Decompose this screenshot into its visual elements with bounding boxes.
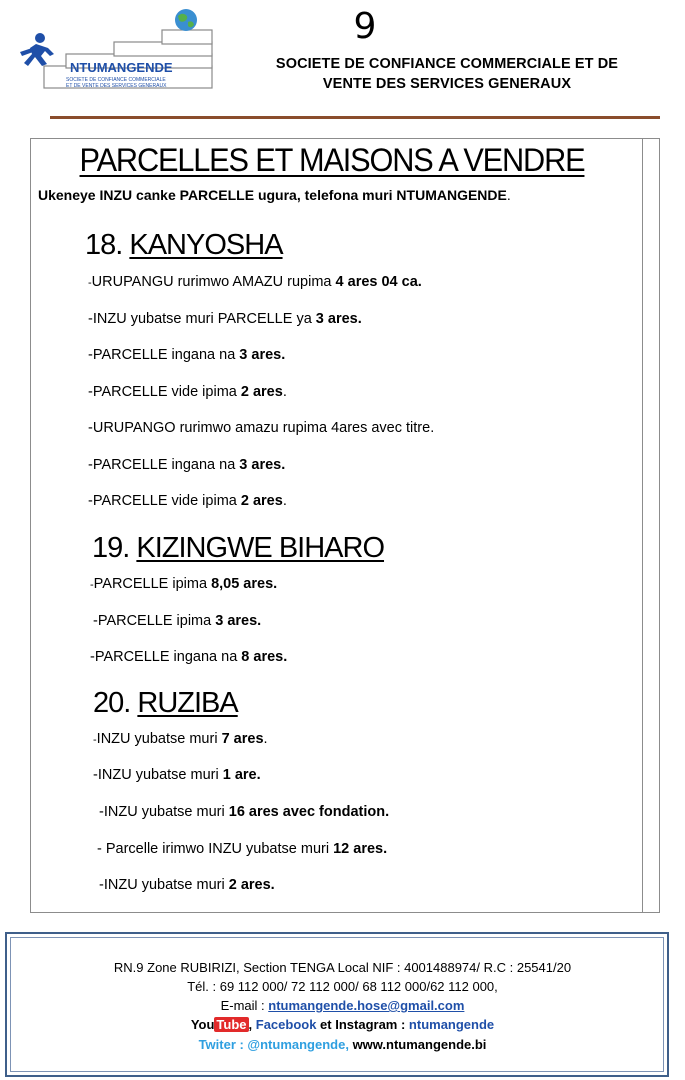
list-item: -PARCELLE vide ipima 2 ares. [88,384,287,400]
list-item: -URUPANGO rurimwo amazu rupima 4ares avec titre. [88,420,435,436]
list-item: -INZU yubatse muri PARCELLE ya 3 ares. [88,311,362,327]
company-name-line-2: VENTE DES SERVICES GENERAUX [322,76,572,92]
intro-prefix: Ukeneye [38,187,100,203]
youtube-you[interactable]: You [190,1017,215,1032]
page-number: 9 [353,6,377,47]
logo-tagline-2: ET DE VENTE DES SERVICES GENERAUX [66,83,167,89]
email-label: E-mail : [220,998,269,1013]
section-heading-kizingwe-biharo [92,532,384,565]
facebook-link[interactable]: Facebook [255,1017,317,1032]
section-number: 18. [85,229,130,261]
section-name: KIZINGWE BIHARO [136,532,385,564]
section-name: KANYOSHA [129,229,283,261]
section-name: RUZIBA [137,687,238,719]
list-item: -URUPANGU rurimwo AMAZU rupima 4 ares 04 ca. [88,274,422,290]
section-heading-kanyosha [85,229,283,262]
list-item: -PARCELLE ingana na 3 ares. [88,457,286,473]
frame-side-rule [642,139,643,912]
email-link[interactable]: ntumangende.hose@gmail.com [268,998,465,1013]
footer-phones: Tél. : 69 112 000/ 72 112 000/ 68 112 000/62 112 000, [187,979,498,994]
company-name [232,54,662,94]
list-item: -INZU yubatse muri 1 are. [93,767,261,783]
company-logo [14,8,214,92]
list-item: -PARCELLE ingana na 8 ares. [90,649,288,665]
intro-bold-parcelle: PARCELLE [179,187,255,203]
intro-bold-inzu: INZU [99,187,133,203]
section-heading-ruziba [93,687,238,720]
twitter-handle[interactable]: Twiter : @ntumangende, [198,1037,353,1052]
website-link[interactable]: www.ntumangende.bi [352,1037,487,1052]
logo-brand-text: NTUMANGENDE [70,60,173,75]
globe-icon [175,9,197,31]
intro-bold-company: NTUMANGENDE [396,187,507,203]
company-name-line-1: SOCIETE DE CONFIANCE COMMERCIALE ET DE [275,56,619,72]
list-item: -PARCELLE ipima 8,05 ares. [90,576,278,592]
list-item: - Parcelle irimwo INZU yubatse muri 12 ares. [97,841,388,857]
footer-web-line [0,1037,685,1052]
intro-text [38,187,638,203]
document-title: PARCELLES ET MAISONS A VENDRE [79,142,585,178]
footer-address: RN.9 Zone RUBIRIZI, Section TENGA Local NIF : 4001488974/ R.C : 25541/20 [113,960,572,975]
intro-suffix: . [506,187,511,203]
intro-mid-1: canke [132,187,180,203]
list-item: -INZU yubatse muri 16 ares avec fondation. [99,804,390,820]
footer-social-line: You Tube , Facebook et Instagram : ntumangende [190,1017,495,1032]
intro-mid-2: ugura, telefona muri [254,187,397,203]
social-handle[interactable]: ntumangende [408,1017,495,1032]
list-item: -PARCELLE ingana na 3 ares. [88,347,286,363]
footer-email-line [0,998,685,1013]
list-item: -PARCELLE ipima 3 ares. [93,613,262,629]
runner-icon [20,33,54,66]
section-number: 20. [93,687,138,719]
youtube-tube[interactable]: Tube [216,1017,247,1032]
header-divider [50,116,660,119]
list-item: -INZU yubatse muri 2 ares. [99,877,275,893]
section-number: 19. [92,532,137,564]
logo-tagline-1: SOCIETE DE CONFIANCE COMMERCIALE [66,77,166,83]
instagram-label[interactable]: Instagram : [335,1017,409,1032]
list-item: -INZU yubatse muri 7 ares. [93,731,268,747]
list-item: -PARCELLE vide ipima 2 ares. [88,493,287,509]
